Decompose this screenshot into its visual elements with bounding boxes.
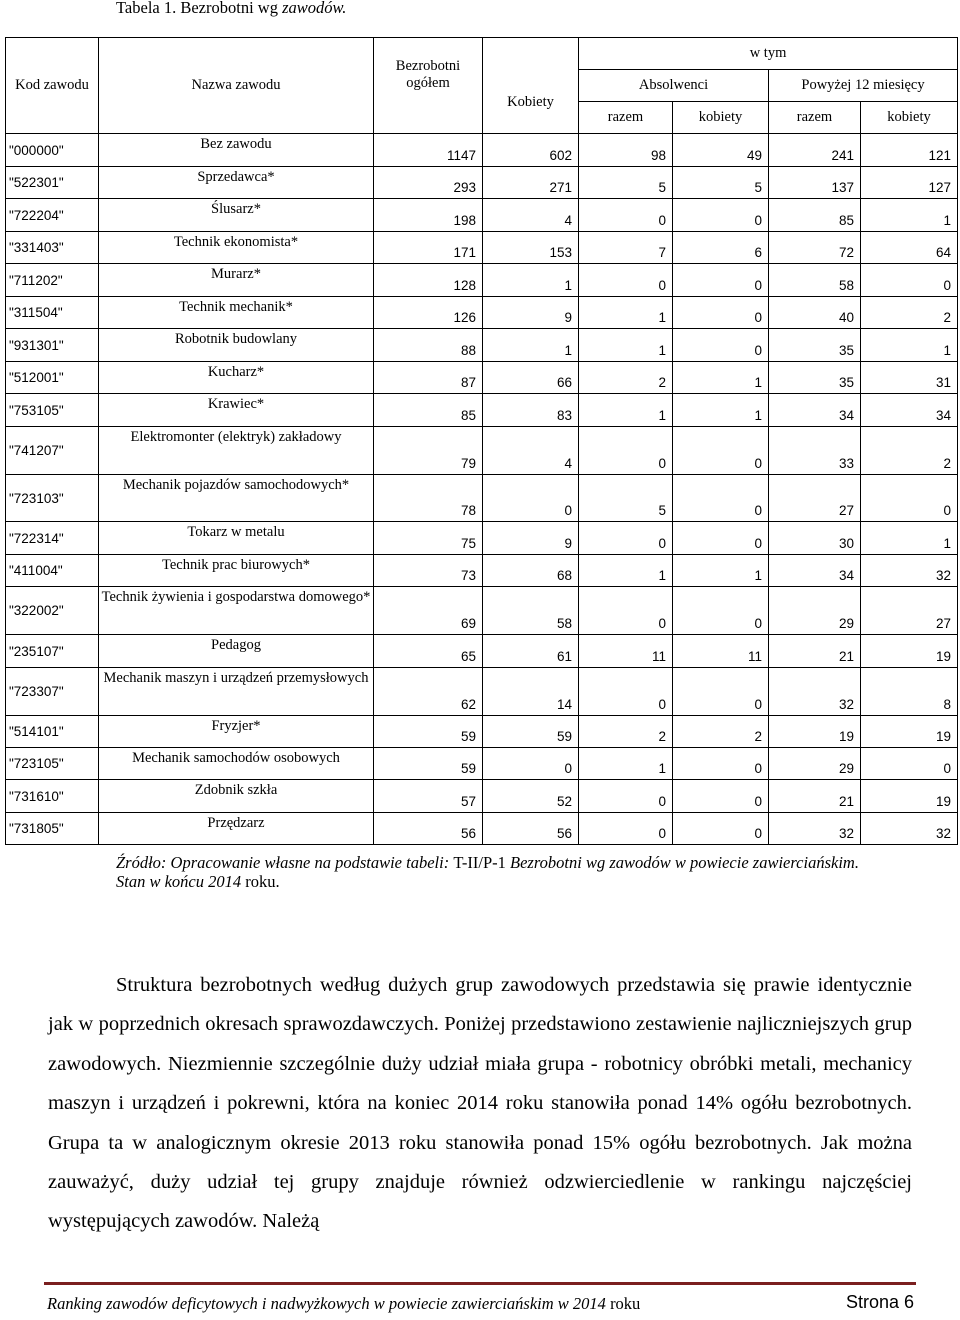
row-ogolem: 171 xyxy=(374,232,483,264)
row-kobiety: 68 xyxy=(483,555,579,587)
row-abs-razem: 1 xyxy=(579,555,673,587)
table-row xyxy=(6,748,958,780)
row-ogolem: 126 xyxy=(374,297,483,329)
row-name: Mechanik samochodów osobowych xyxy=(99,748,374,780)
row-code: "741207" xyxy=(6,427,99,475)
header-bezrobotni: Bezrobotni ogółem xyxy=(374,38,483,134)
row-pow-kobiety: 0 xyxy=(861,475,958,522)
row-pow-kobiety: 34 xyxy=(861,394,958,427)
row-pow-razem: 21 xyxy=(769,780,861,813)
row-pow-razem: 35 xyxy=(769,329,861,362)
row-ogolem: 59 xyxy=(374,716,483,748)
row-abs-razem: 2 xyxy=(579,362,673,394)
header-razem-1: razem xyxy=(579,102,673,134)
row-abs-razem: 0 xyxy=(579,587,673,635)
row-kobiety: 9 xyxy=(483,297,579,329)
row-abs-razem: 5 xyxy=(579,167,673,199)
row-abs-razem: 11 xyxy=(579,635,673,668)
row-abs-kobiety: 0 xyxy=(673,264,769,297)
footer-title-roku: roku xyxy=(605,1294,641,1313)
row-abs-razem: 7 xyxy=(579,232,673,264)
row-abs-kobiety: 1 xyxy=(673,555,769,587)
unemployed-by-occupation-table xyxy=(5,37,958,845)
table-row xyxy=(6,264,958,297)
row-abs-razem: 1 xyxy=(579,297,673,329)
row-ogolem: 87 xyxy=(374,362,483,394)
row-pow-kobiety: 121 xyxy=(861,134,958,167)
row-ogolem: 79 xyxy=(374,427,483,475)
row-abs-kobiety: 0 xyxy=(673,329,769,362)
row-pow-kobiety: 1 xyxy=(861,199,958,232)
row-abs-razem: 0 xyxy=(579,199,673,232)
row-abs-razem: 0 xyxy=(579,427,673,475)
row-name: Elektromonter (elektryk) zakładowy xyxy=(99,427,374,475)
row-abs-razem: 0 xyxy=(579,264,673,297)
row-code: "522301" xyxy=(6,167,99,199)
row-abs-kobiety: 0 xyxy=(673,199,769,232)
footer-title-italic: Ranking zawodów deficytowych i nadwyżkowych w powiecie zawierciańskim w 2014 xyxy=(47,1294,606,1313)
table-row xyxy=(6,555,958,587)
footer-title xyxy=(47,1294,640,1314)
row-name: Mechanik maszyn i urządzeń przemysłowych xyxy=(99,668,374,716)
row-code: "722314" xyxy=(6,522,99,555)
row-abs-razem: 2 xyxy=(579,716,673,748)
row-kobiety: 52 xyxy=(483,780,579,813)
row-pow-kobiety: 19 xyxy=(861,780,958,813)
row-pow-kobiety: 27 xyxy=(861,587,958,635)
row-pow-razem: 19 xyxy=(769,716,861,748)
table-row xyxy=(6,167,958,199)
row-kobiety: 59 xyxy=(483,716,579,748)
row-pow-razem: 29 xyxy=(769,587,861,635)
row-code: "411004" xyxy=(6,555,99,587)
row-abs-kobiety: 0 xyxy=(673,297,769,329)
row-pow-razem: 40 xyxy=(769,297,861,329)
row-abs-kobiety: 49 xyxy=(673,134,769,167)
row-ogolem: 85 xyxy=(374,394,483,427)
row-kobiety: 9 xyxy=(483,522,579,555)
header-kod: Kod zawodu xyxy=(6,38,99,134)
table-row xyxy=(6,329,958,362)
source-note xyxy=(116,853,876,891)
row-abs-razem: 0 xyxy=(579,780,673,813)
row-code: "723307" xyxy=(6,668,99,716)
row-abs-razem: 0 xyxy=(579,522,673,555)
row-ogolem: 62 xyxy=(374,668,483,716)
row-kobiety: 56 xyxy=(483,813,579,845)
row-abs-razem: 1 xyxy=(579,394,673,427)
row-name: Ślusarz* xyxy=(99,199,374,232)
row-ogolem: 88 xyxy=(374,329,483,362)
row-abs-razem: 0 xyxy=(579,813,673,845)
row-pow-kobiety: 2 xyxy=(861,297,958,329)
row-pow-kobiety: 2 xyxy=(861,427,958,475)
row-code: "931301" xyxy=(6,329,99,362)
row-ogolem: 65 xyxy=(374,635,483,668)
header-kobiety-2: kobiety xyxy=(861,102,958,134)
row-kobiety: 1 xyxy=(483,264,579,297)
row-name: Technik prac biurowych* xyxy=(99,555,374,587)
row-pow-razem: 72 xyxy=(769,232,861,264)
header-razem-2: razem xyxy=(769,102,861,134)
row-pow-razem: 21 xyxy=(769,635,861,668)
row-name: Technik mechanik* xyxy=(99,297,374,329)
table-body xyxy=(6,134,958,845)
footer-divider xyxy=(44,1282,916,1285)
row-pow-razem: 30 xyxy=(769,522,861,555)
row-ogolem: 57 xyxy=(374,780,483,813)
row-kobiety: 1 xyxy=(483,329,579,362)
row-ogolem: 128 xyxy=(374,264,483,297)
row-pow-razem: 58 xyxy=(769,264,861,297)
row-ogolem: 198 xyxy=(374,199,483,232)
source-italic-1: Źródło: Opracowanie własne na podstawie tabeli: xyxy=(116,853,454,872)
header-kobiety-1: kobiety xyxy=(673,102,769,134)
row-abs-kobiety: 0 xyxy=(673,522,769,555)
row-pow-razem: 35 xyxy=(769,362,861,394)
row-ogolem: 1147 xyxy=(374,134,483,167)
row-pow-kobiety: 127 xyxy=(861,167,958,199)
table-row xyxy=(6,780,958,813)
row-pow-razem: 32 xyxy=(769,813,861,845)
row-name: Kucharz* xyxy=(99,362,374,394)
row-code: "331403" xyxy=(6,232,99,264)
row-pow-kobiety: 1 xyxy=(861,329,958,362)
row-name: Krawiec* xyxy=(99,394,374,427)
row-kobiety: 0 xyxy=(483,748,579,780)
table-caption xyxy=(116,0,346,18)
row-pow-razem: 33 xyxy=(769,427,861,475)
row-code: "514101" xyxy=(6,716,99,748)
row-code: "311504" xyxy=(6,297,99,329)
table-row xyxy=(6,716,958,748)
row-kobiety: 83 xyxy=(483,394,579,427)
row-code: "753105" xyxy=(6,394,99,427)
table-row xyxy=(6,297,958,329)
row-code: "731805" xyxy=(6,813,99,845)
row-pow-razem: 85 xyxy=(769,199,861,232)
source-normal-1: T-II/P-1 xyxy=(453,853,506,872)
table-row xyxy=(6,635,958,668)
row-code: "723105" xyxy=(6,748,99,780)
source-normal-2: roku. xyxy=(241,872,280,891)
row-pow-kobiety: 0 xyxy=(861,264,958,297)
row-abs-kobiety: 1 xyxy=(673,394,769,427)
row-name: Bez zawodu xyxy=(99,134,374,167)
row-name: Przędzarz xyxy=(99,813,374,845)
source-italic-2: Bezrobotni wg zawodów w powiecie zawierciańskim. Stan w końcu 2014 xyxy=(116,853,859,891)
row-kobiety: 0 xyxy=(483,475,579,522)
row-kobiety: 4 xyxy=(483,199,579,232)
row-code: "723103" xyxy=(6,475,99,522)
row-pow-kobiety: 64 xyxy=(861,232,958,264)
header-w-tym: w tym xyxy=(579,38,958,70)
row-code: "322002" xyxy=(6,587,99,635)
row-code: "711202" xyxy=(6,264,99,297)
row-abs-kobiety: 0 xyxy=(673,587,769,635)
row-pow-kobiety: 19 xyxy=(861,635,958,668)
row-pow-kobiety: 1 xyxy=(861,522,958,555)
table-row xyxy=(6,522,958,555)
row-abs-razem: 1 xyxy=(579,329,673,362)
row-pow-razem: 137 xyxy=(769,167,861,199)
row-kobiety: 271 xyxy=(483,167,579,199)
row-name: Technik żywienia i gospodarstwa domowego* xyxy=(99,587,374,635)
row-abs-razem: 0 xyxy=(579,668,673,716)
row-ogolem: 75 xyxy=(374,522,483,555)
row-kobiety: 58 xyxy=(483,587,579,635)
page-number: Strona 6 xyxy=(845,1292,914,1312)
header-powyzej: Powyżej 12 miesięcy xyxy=(769,70,958,102)
row-pow-razem: 34 xyxy=(769,555,861,587)
row-pow-kobiety: 32 xyxy=(861,555,958,587)
row-name: Fryzjer* xyxy=(99,716,374,748)
row-code: "512001" xyxy=(6,362,99,394)
row-pow-kobiety: 31 xyxy=(861,362,958,394)
row-ogolem: 59 xyxy=(374,748,483,780)
row-ogolem: 73 xyxy=(374,555,483,587)
row-ogolem: 293 xyxy=(374,167,483,199)
row-name: Robotnik budowlany xyxy=(99,329,374,362)
table-row xyxy=(6,587,958,635)
row-kobiety: 61 xyxy=(483,635,579,668)
row-kobiety: 4 xyxy=(483,427,579,475)
row-abs-kobiety: 11 xyxy=(673,635,769,668)
row-abs-kobiety: 6 xyxy=(673,232,769,264)
row-code: "000000" xyxy=(6,134,99,167)
paragraph-text: Struktura bezrobotnych według dużych grup zawodowych przedstawia się prawie identycznie jak w poprzednich okresach sprawozdawczych. Poniżej przedstawiono zestawienie najliczniejszych grup zawodowych. Niezmiennie szczególnie duży udział miała grupa - robotnicy obróbki metali, mechanicy maszyn i urządzeń i pokrewni, która na koniec 2014 roku stanowiła ponad 14% ogółu bezrobotnych. Grupa ta w analogicznym okresie 2013 roku stanowiła ponad 15% ogółu bezrobotnych. Jak można zauważyć, duży udział tej grupy znajduje również odzwierciedlenie w rankingu najczęściej występujących zawodów. Należą xyxy=(48,974,912,1233)
header-kobiety: Kobiety xyxy=(483,38,579,134)
row-name: Technik ekonomista* xyxy=(99,232,374,264)
row-abs-razem: 1 xyxy=(579,748,673,780)
row-name: Zdobnik szkła xyxy=(99,780,374,813)
table-row xyxy=(6,134,958,167)
row-abs-kobiety: 0 xyxy=(673,668,769,716)
row-kobiety: 602 xyxy=(483,134,579,167)
header-nazwa: Nazwa zawodu xyxy=(99,38,374,134)
row-code: "722204" xyxy=(6,199,99,232)
row-pow-razem: 32 xyxy=(769,668,861,716)
row-pow-razem: 241 xyxy=(769,134,861,167)
table-row xyxy=(6,475,958,522)
row-abs-razem: 98 xyxy=(579,134,673,167)
table-row xyxy=(6,232,958,264)
row-pow-kobiety: 8 xyxy=(861,668,958,716)
row-abs-kobiety: 0 xyxy=(673,813,769,845)
header-absolwenci: Absolwenci xyxy=(579,70,769,102)
row-name: Pedagog xyxy=(99,635,374,668)
row-abs-kobiety: 1 xyxy=(673,362,769,394)
table-row xyxy=(6,199,958,232)
row-pow-razem: 27 xyxy=(769,475,861,522)
row-pow-kobiety: 32 xyxy=(861,813,958,845)
row-code: "731610" xyxy=(6,780,99,813)
row-name: Murarz* xyxy=(99,264,374,297)
table-row xyxy=(6,362,958,394)
table-row xyxy=(6,394,958,427)
row-pow-razem: 29 xyxy=(769,748,861,780)
row-abs-kobiety: 0 xyxy=(673,475,769,522)
row-name: Sprzedawca* xyxy=(99,167,374,199)
row-abs-kobiety: 5 xyxy=(673,167,769,199)
row-pow-kobiety: 0 xyxy=(861,748,958,780)
row-name: Mechanik pojazdów samochodowych* xyxy=(99,475,374,522)
row-pow-razem: 34 xyxy=(769,394,861,427)
row-abs-kobiety: 0 xyxy=(673,780,769,813)
row-kobiety: 66 xyxy=(483,362,579,394)
row-abs-kobiety: 0 xyxy=(673,748,769,780)
caption-prefix: Tabela 1. Bezrobotni wg xyxy=(116,0,283,17)
row-abs-kobiety: 2 xyxy=(673,716,769,748)
row-code: "235107" xyxy=(6,635,99,668)
table-row xyxy=(6,813,958,845)
row-ogolem: 78 xyxy=(374,475,483,522)
row-abs-razem: 5 xyxy=(579,475,673,522)
row-kobiety: 153 xyxy=(483,232,579,264)
row-name: Tokarz w metalu xyxy=(99,522,374,555)
caption-italic: zawodów. xyxy=(282,0,347,17)
row-abs-kobiety: 0 xyxy=(673,427,769,475)
row-kobiety: 14 xyxy=(483,668,579,716)
row-pow-kobiety: 19 xyxy=(861,716,958,748)
row-ogolem: 56 xyxy=(374,813,483,845)
table-row xyxy=(6,668,958,716)
body-paragraph xyxy=(48,966,912,1242)
row-ogolem: 69 xyxy=(374,587,483,635)
table-row xyxy=(6,427,958,475)
